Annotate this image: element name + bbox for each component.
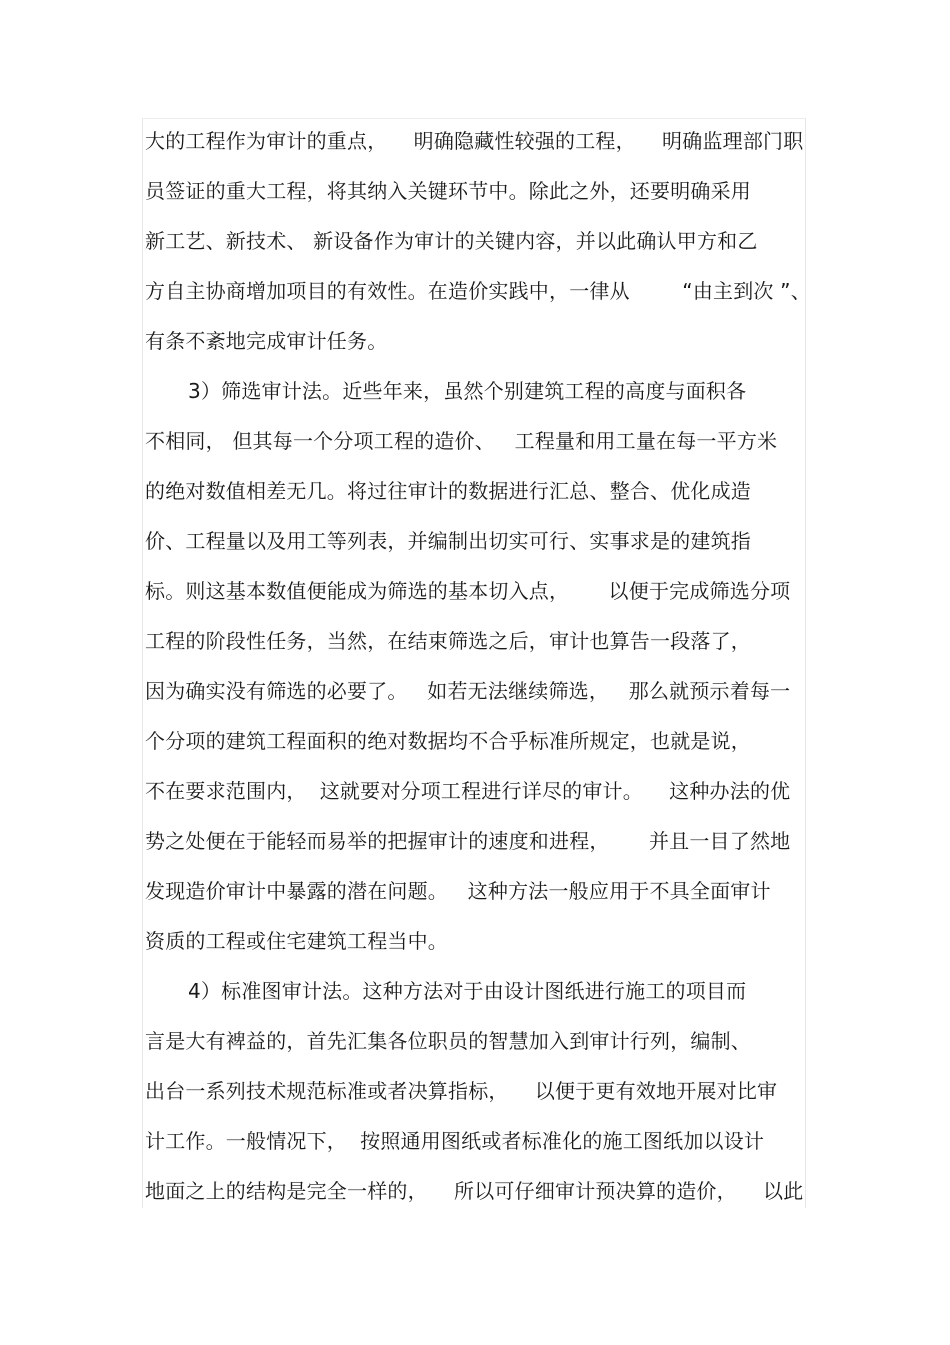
text-line: 因为确实没有筛选的必要了。 如若无法继续筛选， 那么就预示着每一 bbox=[145, 679, 791, 703]
text-line: 新工艺、新技术、 新设备作为审计的关键内容，并以此确认甲方和乙 bbox=[145, 229, 758, 253]
text-line: 发现造价审计中暴露的潜在问题。 这种方法一般应用于不具全面审计 bbox=[145, 879, 771, 903]
text-line: 计工作。一般情况下， 按照通用图纸或者标准化的施工图纸加以设计 bbox=[145, 1129, 765, 1153]
text-line: 不在要求范围内， 这就要对分项工程进行详尽的审计。 这种办法的优 bbox=[145, 779, 791, 803]
text-line: 个分项的建筑工程面积的绝对数据均不合乎标准所规定，也就是说， bbox=[145, 729, 751, 753]
text-line: 不相同， 但其每一个分项工程的造价、 工程量和用工量在每一平方米 bbox=[145, 429, 778, 453]
text-line: 标。则这基本数值便能成为筛选的基本切入点， 以便于完成筛选分项 bbox=[145, 579, 791, 603]
text-line: 方自主协商增加项目的有效性。在造价实践中，一律从 “由主到次 ”、 bbox=[145, 279, 811, 303]
text-line: 的绝对数值相差无几。将过往审计的数据进行汇总、整合、优化成造 bbox=[145, 479, 751, 503]
text-line: 工程的阶段性任务，当然，在结束筛选之后，审计也算告一段落了， bbox=[145, 629, 751, 653]
document-body bbox=[145, 116, 810, 1216]
text-line: 资质的工程或住宅建筑工程当中。 bbox=[145, 929, 448, 953]
text-line: 大的工程作为审计的重点， 明确隐藏性较强的工程， 明确监理部门职 bbox=[145, 129, 804, 153]
paragraph-3-heading-line: 3）筛选审计法。近些年来，虽然个别建筑工程的高度与面积各 bbox=[188, 379, 747, 403]
text-line: 地面之上的结构是完全一样的， 所以可仔细审计预决算的造价， 以此 bbox=[145, 1179, 804, 1203]
text-line: 出台一系列技术规范标准或者决算指标， 以便于更有效地开展对比审 bbox=[145, 1079, 778, 1103]
paragraph-4-heading-line: 4）标准图审计法。这种方法对于由设计图纸进行施工的项目而 bbox=[188, 979, 747, 1003]
text-line: 势之处便在于能轻而易举的把握审计的速度和进程， 并且一目了然地 bbox=[145, 829, 791, 853]
text-line: 员签证的重大工程，将其纳入关键环节中。除此之外，还要明确采用 bbox=[145, 179, 751, 203]
text-line: 言是大有裨益的，首先汇集各位职员的智慧加入到审计行列，编制、 bbox=[145, 1029, 751, 1053]
text-line: 价、工程量以及用工等列表，并编制出切实可行、实事求是的建筑指 bbox=[145, 529, 751, 553]
text-line: 有条不紊地完成审计任务。 bbox=[145, 329, 388, 353]
